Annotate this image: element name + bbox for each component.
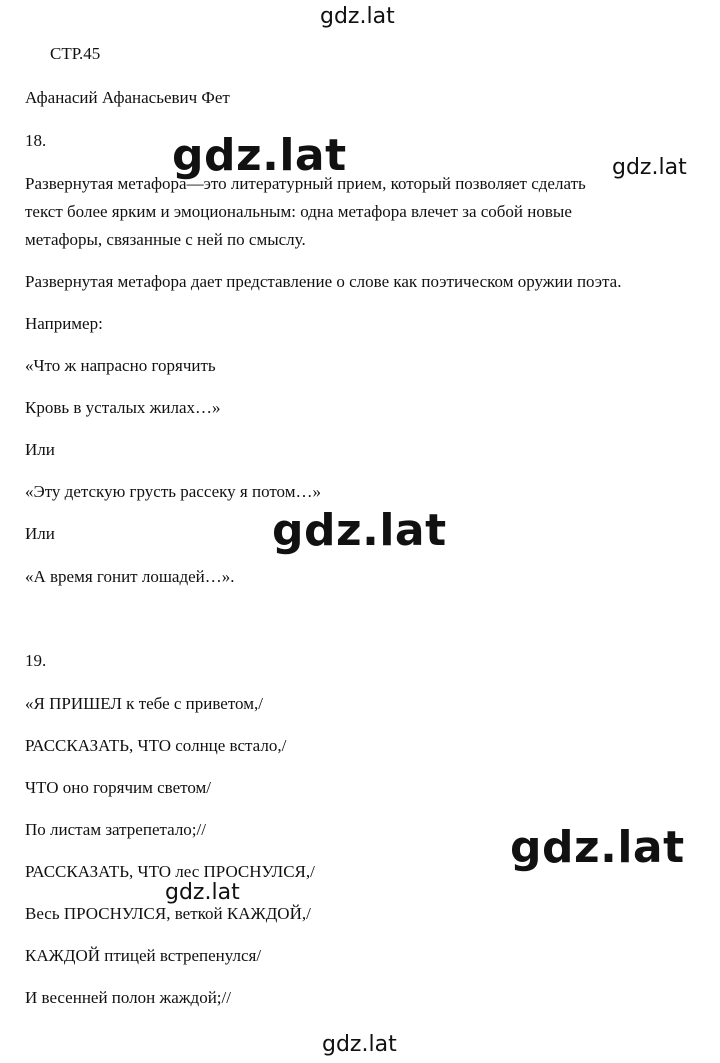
or-1: Или: [25, 440, 55, 459]
quote-1-line-1: «Что ж напрасно горячить: [25, 356, 216, 375]
example-intro: Например:: [25, 314, 103, 333]
poem-line-1: «Я ПРИШЕЛ к тебе с приветом,/: [25, 694, 263, 713]
quote-2: «Эту детскую грусть рассеку я потом…»: [25, 482, 321, 501]
paragraph-1-line-1: Развернутая метафора—это литературный прием, который позволяет сделать: [25, 174, 586, 193]
poem-line-5: РАССКАЗАТЬ, ЧТО лес ПРОСНУЛСЯ,/: [25, 862, 315, 881]
watermark-small-mid: gdz.lat: [165, 880, 240, 905]
watermark-large-1: gdz.lat: [172, 130, 347, 181]
watermark-large-3: gdz.lat: [510, 822, 685, 873]
or-2: Или: [25, 524, 55, 543]
author-name: Афанасий Афанасьевич Фет: [25, 88, 230, 107]
section-19-number: 19.: [25, 651, 47, 670]
section-18-number: 18.: [25, 131, 47, 150]
watermark-top: gdz.lat: [320, 4, 395, 29]
poem-line-8: И весенней полон жаждой;//: [25, 988, 231, 1007]
poem-line-2: РАССКАЗАТЬ, ЧТО солнце встало,/: [25, 736, 287, 755]
paragraph-1-line-2: текст более ярким и эмоциональным: одна метафора влечет за собой новые: [25, 202, 572, 221]
poem-line-3: ЧТО оно горячим светом/: [25, 778, 211, 797]
watermark-small-right: gdz.lat: [612, 155, 687, 180]
watermark-bottom: gdz.lat: [322, 1032, 397, 1057]
quote-3: «А время гонит лошадей…».: [25, 567, 235, 586]
paragraph-1-line-3: метафоры, связанные с ней по смыслу.: [25, 230, 306, 249]
poem-line-6: Весь ПРОСНУЛСЯ, веткой КАЖДОЙ,/: [25, 904, 311, 923]
poem-line-4: По листам затрепетало;//: [25, 820, 206, 839]
watermark-large-2: gdz.lat: [272, 505, 447, 556]
paragraph-2: Развернутая метафора дает представление о слове как поэтическом оружии поэта.: [25, 272, 622, 291]
page-label: СТР.45: [50, 44, 101, 63]
poem-line-7: КАЖДОЙ птицей встрепенулся/: [25, 946, 262, 965]
quote-1-line-2: Кровь в усталых жилах…»: [25, 398, 221, 417]
